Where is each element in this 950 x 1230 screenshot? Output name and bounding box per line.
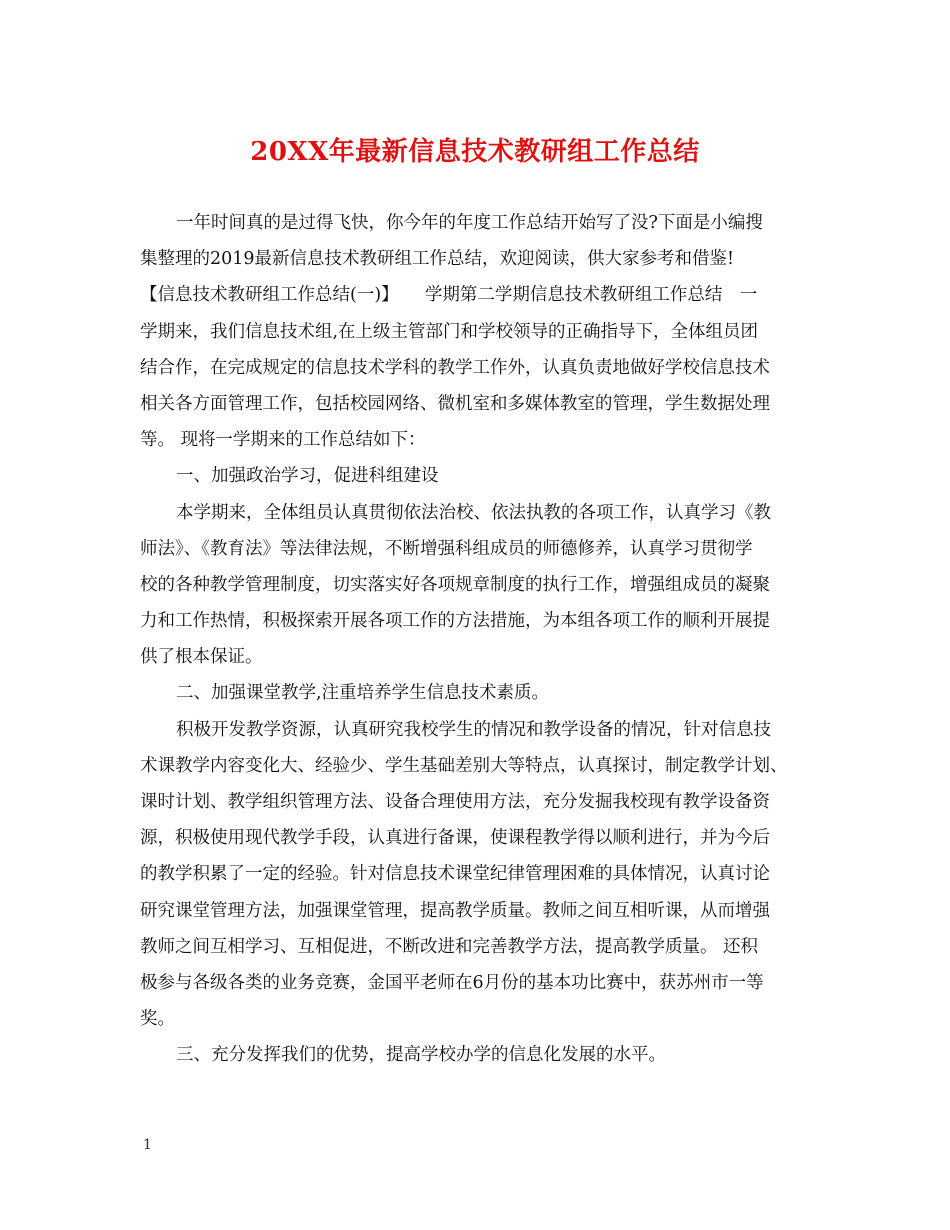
- body-line: 的教学积累了一定的经验。针对信息技术课堂纪律管理困难的具体情况，认真讨论: [140, 864, 770, 885]
- section-heading: 一、加强政治学习，促进科组建设: [176, 466, 439, 487]
- body-line: 师法》、《教育法》等法律法规，不断增强科组成员的师德修养，认真学习贯彻学: [140, 538, 753, 559]
- section-heading: 二、加强课堂教学,注重培养学生信息技术素质。: [176, 683, 550, 704]
- body-line: 结合作，在完成规定的信息技术学科的教学工作外，认真负责地做好学校信息技术: [140, 357, 770, 378]
- body-line: 本学期来，全体组员认真贯彻依法治校、依法执教的各项工作，认真学习《教: [176, 502, 771, 523]
- body-line: 课时计划、教学组织管理方法、设备合理使用方法，充分发掘我校现有教学设备资: [140, 792, 770, 812]
- body-line: 【信息技术教研组工作总结(一)】 学期第二学期信息技术教研组工作总结 一: [140, 285, 758, 306]
- body-line: 研究课堂管理方法，加强课堂管理，提高教学质量。教师之间互相听课，从而增强: [140, 900, 770, 921]
- body-line: 力和工作热情，积极探索开展各项工作的方法措施，为本组各项工作的顺利开展提: [140, 611, 770, 632]
- body-line: 校的各种教学管理制度，切实落实好各项规章制度的执行工作，增强组成员的凝聚: [140, 574, 770, 595]
- document-title: 20XX年最新信息技术教研组工作总结: [250, 137, 700, 167]
- body-line: 供了根本保证。: [140, 647, 263, 668]
- body-line: 奖。: [140, 1009, 175, 1030]
- body-line: 学期来，我们信息技术组,在上级主管部门和学校领导的正确指导下，全体组员团: [140, 321, 759, 342]
- section-heading: 三、充分发挥我们的优势，提高学校办学的信息化发展的水平。: [176, 1045, 666, 1066]
- body-line: 极参与各级各类的业务竞赛，金国平老师在6月份的基本功比赛中，获苏州市一等: [140, 972, 764, 993]
- body-line: 相关各方面管理工作，包括校园网络、微机室和多媒体教室的管理，学生数据处理: [140, 393, 770, 414]
- body-line: 等。 现将一学期来的工作总结如下：: [140, 430, 426, 451]
- page-number: 1: [143, 1137, 152, 1153]
- body-line: 一年时间真的是过得飞快，你今年的年度工作总结开始写了没?下面是小编搜: [176, 213, 763, 233]
- body-line: 集整理的2019最新信息技术教研组工作总结，欢迎阅读，供大家参考和借鉴!: [140, 249, 735, 270]
- body-line: 积极开发教学资源，认真研究我校学生的情况和教学设备的情况，针对信息技: [176, 719, 771, 740]
- body-line: 教师之间互相学习、互相促进，不断改进和完善教学方法，提高教学质量。 还积: [140, 936, 759, 957]
- document-body: [140, 205, 825, 1074]
- body-line: 源，积极使用现代教学手段，认真进行备课，使课程教学得以顺利进行，并为今后: [140, 828, 770, 849]
- body-line: 术课教学内容变化大、经验少、学生基础差别大等特点，认真探讨，制定教学计划、: [140, 755, 788, 776]
